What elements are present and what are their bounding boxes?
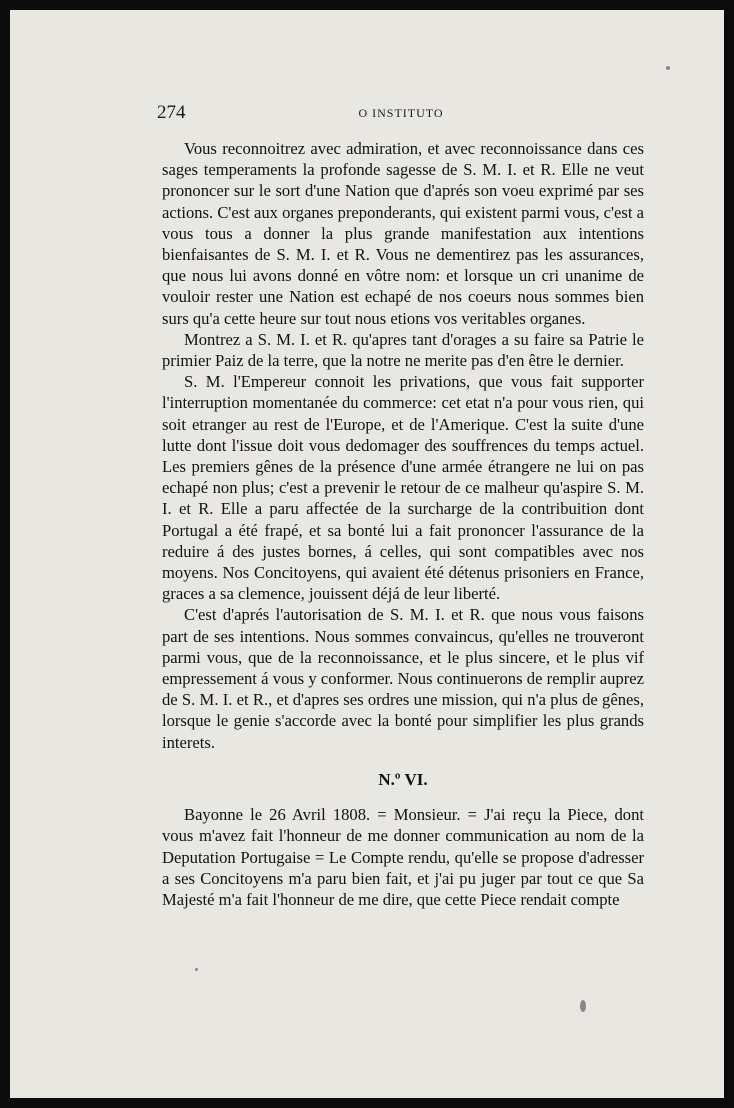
document-page bbox=[10, 10, 724, 1098]
letter-paragraph: Bayonne le 26 Avril 1808. = Monsieur. = J'ai reçu la Piece, dont vous m'avez fait l'honneur de me donner communication au nom de la Deputation Portugaise = Le Compte rendu, qu'elle se propose d'adresser a ses Concitoyens m'a paru bien fait, et j'ai pu juger par tout ce que Sa Majesté m'a fait l'honneur de me dire, que cette Piece rendait compte bbox=[162, 805, 644, 909]
page-header bbox=[157, 102, 645, 128]
body-text bbox=[162, 138, 644, 910]
paragraph: C'est d'aprés l'autorisation de S. M. I. et R. que nous vous faisons part de ses intentions. Nous sommes convaincus, qu'elles ne trouveront parmi vous, que de la reconnoissance, et le plus sincere, et le plus vif empressement á vous y conformer. Nous continuerons de remplir auprez de S. M. I. et R., et d'apres ses ordres une mission, qui n'a plus de gênes, lorsque le genie s'accorde avec la bonté pour simplifier les plus grands interets. bbox=[162, 605, 644, 752]
scan-speck bbox=[580, 1000, 586, 1012]
paragraph: Vous reconnoitrez avec admiration, et avec reconnoissance dans ces sages temperaments la profonde sagesse de S. M. I. et R. Elle ne veut prononcer sur le sort d'une Nation que d'aprés son voeu exprimé par ses actions. C'est aux organes preponderants, qui existent parmi vous, c'est a vous tous a donner la plus grande manifestation aux intentions bienfaisantes de S. M. I. et R. Vous ne dementirez pas les assurances, que nous lui avons donné en vôtre nom: et lorsque un cri unanime de vouloir rester une Nation est echapé de nos coeurs nous sommes bien surs qu'a cette heure sur tout nous etions vos veritables organes. bbox=[162, 139, 644, 328]
running-title: O INSTITUTO bbox=[358, 106, 444, 120]
paragraph: Montrez a S. M. I. et R. qu'apres tant d'orages a su faire sa Patrie le primier Paiz de la terre, que la notre ne merite pas d'en être le dernier. bbox=[162, 329, 644, 371]
scan-speck bbox=[666, 66, 670, 70]
page-number: 274 bbox=[157, 102, 186, 123]
scan-speck bbox=[195, 968, 198, 971]
paragraph: S. M. l'Empereur connoit les privations, que vous fait supporter l'interruption momentanée du commerce: cet etat n'a pour vous rien, qui soit etranger au rest de l'Europe, et de l'Amerique. C'est la suite d'une lutte dont l'issue doit vous dedomager des souffrences du temps actuel. Les premiers gênes de la présence d'une armée étrangere ne lui on pas echapé non plus; c'est a prevenir le retour de ce malheur qu'aspire S. M. I. et R. Elle a paru affectée de la surcharge de la contribuition dont Portugal a été frapé, et sa bonté lui a fait prononcer l'assurance de la reduire á des justes bornes, á celles, qui sont compatibles avec nos moyens. Nos Concitoyens, qui avaient été détenus prisoniers en France, graces a sa clemence, jouissent déjá de leur liberté. bbox=[162, 372, 644, 604]
section-heading: N.º VI. bbox=[378, 769, 428, 789]
